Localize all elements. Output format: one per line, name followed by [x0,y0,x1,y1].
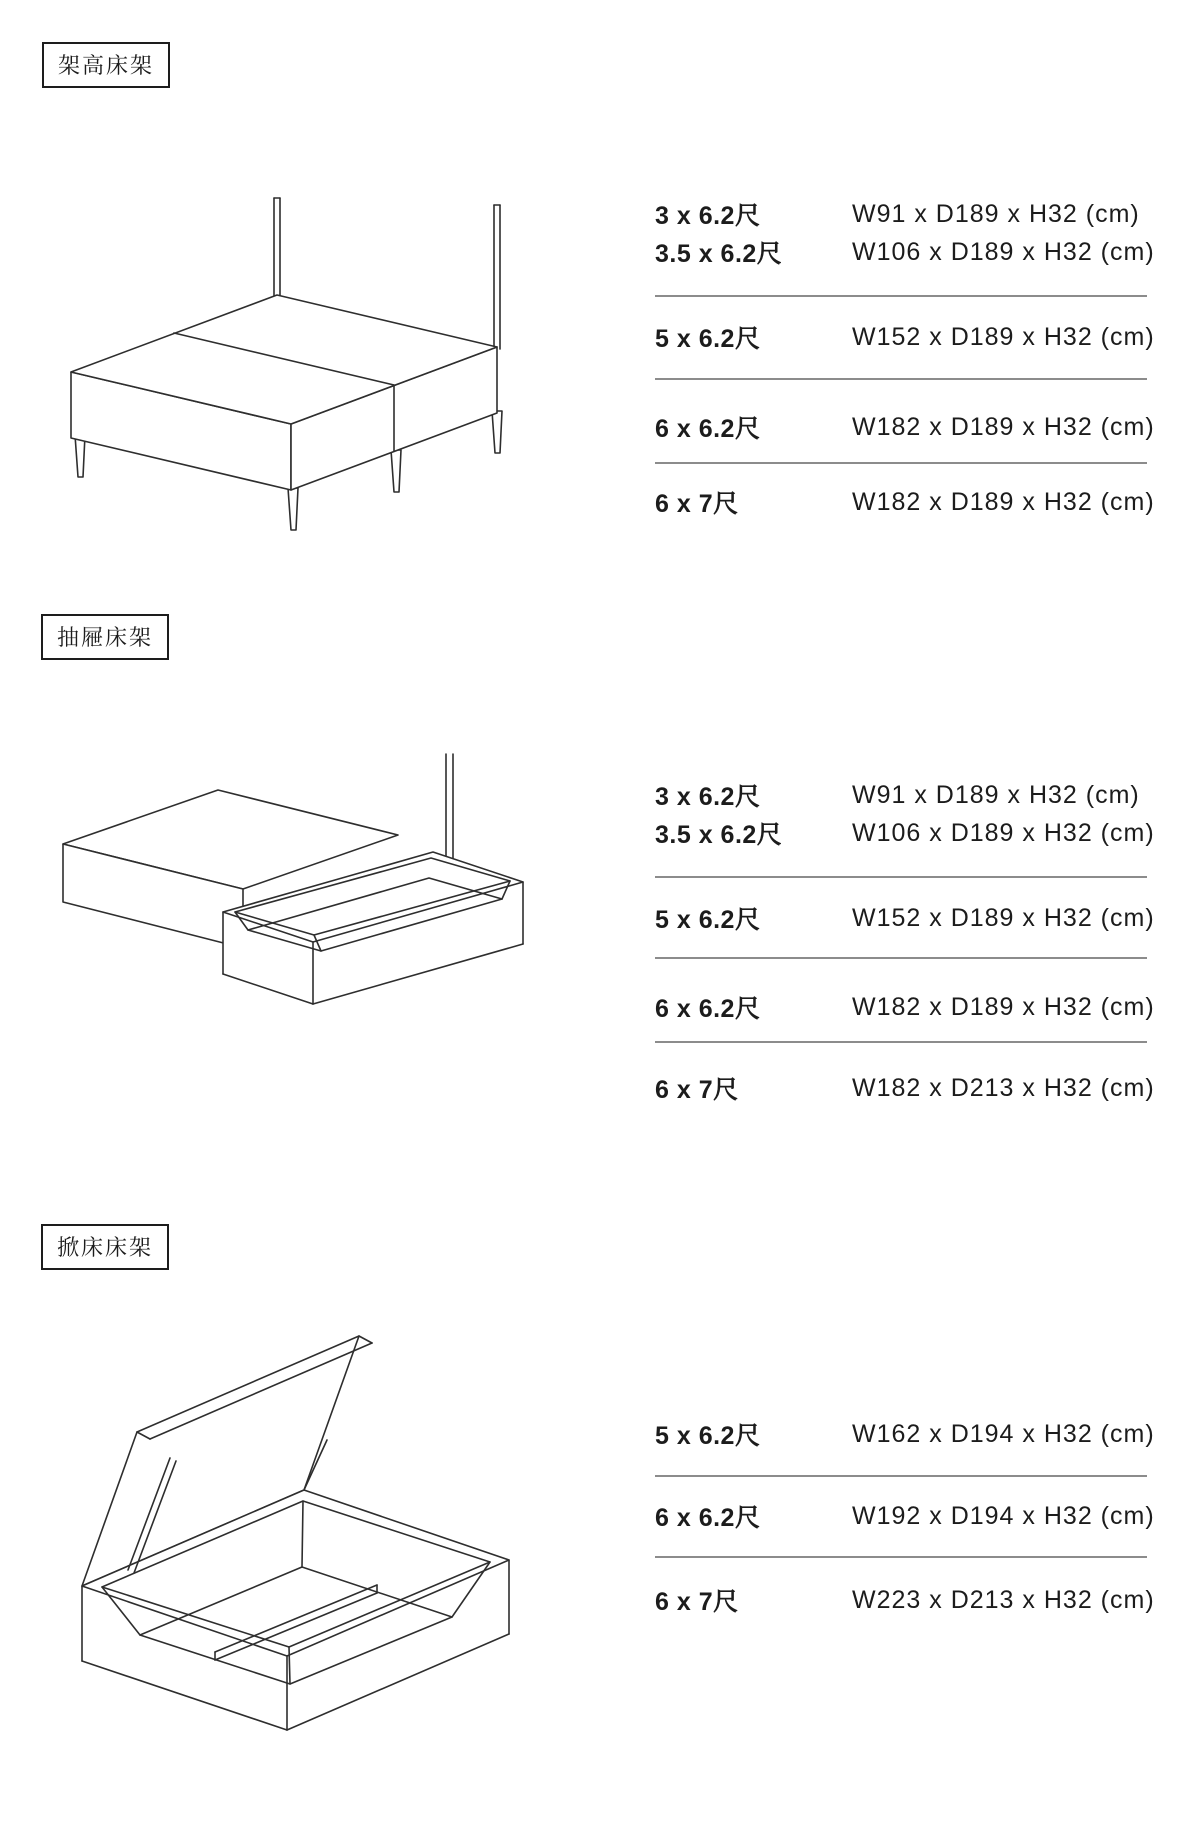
table-row [655,233,1155,271]
dimensions-value: W223 x D213 x H32 (cm) [852,1585,1155,1614]
dimensions-value: W182 x D189 x H32 (cm) [852,487,1155,516]
size-label: 6 x 7尺 [655,1588,739,1616]
drawer-bed-illustration [58,752,543,1102]
table-row [655,1415,1155,1453]
table-row [655,483,1155,521]
dimensions-value: W152 x D189 x H32 (cm) [852,903,1155,932]
dimensions-value: W182 x D189 x H32 (cm) [852,992,1155,1021]
dimensions-value: W192 x D194 x H32 (cm) [852,1501,1155,1530]
section-label-raised-bed: 架高床架 [42,42,170,88]
size-label: 3.5 x 6.2尺 [655,821,783,849]
dimensions-value: W106 x D189 x H32 (cm) [852,818,1155,847]
table-row [655,408,1155,446]
size-label: 3.5 x 6.2尺 [655,240,783,268]
table-row [655,195,1155,233]
section-label-drawer-bed: 抽屜床架 [41,614,169,660]
row-divider [655,378,1147,380]
liftup-bed-line-drawing-svg [62,1328,537,1763]
table-row [655,776,1155,814]
dimensions-value: W182 x D213 x H32 (cm) [852,1073,1155,1102]
table-row [655,1497,1155,1535]
dimensions-value: W182 x D189 x H32 (cm) [852,412,1155,441]
size-label: 5 x 6.2尺 [655,325,761,353]
size-label: 6 x 6.2尺 [655,995,761,1023]
raised-bed-line-drawing-svg [55,170,535,535]
row-divider [655,876,1147,878]
row-divider [655,1556,1147,1558]
size-label: 6 x 6.2尺 [655,1504,761,1532]
bed-base-box [71,295,497,490]
table-row [655,899,1155,937]
size-label: 6 x 7尺 [655,490,739,518]
row-divider [655,1041,1147,1043]
bed-post [446,754,453,864]
dimensions-value: W162 x D194 x H32 (cm) [852,1419,1155,1448]
dimensions-value: W106 x D189 x H32 (cm) [852,237,1155,266]
table-row [655,814,1155,852]
row-divider [655,295,1147,297]
size-label: 3 x 6.2尺 [655,202,761,230]
table-row [655,1069,1155,1107]
table-row [655,1581,1155,1619]
size-label: 6 x 7尺 [655,1076,739,1104]
dimensions-value: W152 x D189 x H32 (cm) [852,322,1155,351]
size-label: 3 x 6.2尺 [655,783,761,811]
row-divider [655,462,1147,464]
table-row [655,318,1155,356]
dimensions-value: W91 x D189 x H32 (cm) [852,780,1140,809]
dimensions-value: W91 x D189 x H32 (cm) [852,199,1140,228]
size-label: 5 x 6.2尺 [655,906,761,934]
table-row [655,988,1155,1026]
liftup-bed-illustration [62,1328,537,1763]
size-label: 6 x 6.2尺 [655,415,761,443]
row-divider [655,1475,1147,1477]
section-label-liftup-bed: 掀床床架 [41,1224,169,1270]
raised-bed-illustration [55,170,535,535]
row-divider [655,957,1147,959]
size-label: 5 x 6.2尺 [655,1422,761,1450]
drawer-bed-line-drawing-svg [58,752,543,1102]
